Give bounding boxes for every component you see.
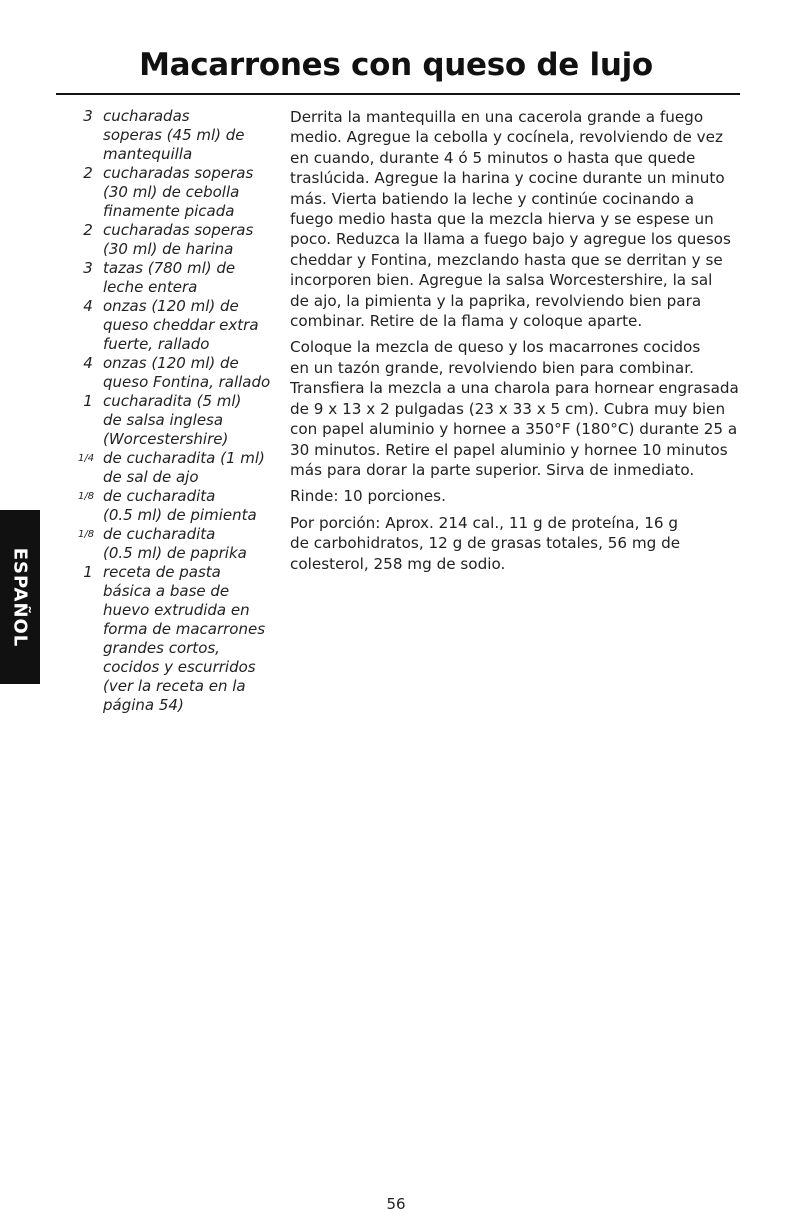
page-number: 56 — [386, 1195, 406, 1213]
page-title: Macarrones con queso de lujo — [139, 47, 653, 83]
ingredient-text: cucharadas soperas (45 ml) de mantequilla — [103, 107, 245, 163]
ingredient-text: tazas (780 ml) de leche entera — [103, 259, 236, 296]
ingredient-item — [76, 164, 276, 221]
ingredient-item — [76, 354, 276, 392]
ingredient-quantity: 3 — [83, 107, 93, 125]
ingredient-item — [76, 525, 276, 563]
method-paragraph-baking: Coloque la mezcla de queso y los macarrones cocidos en un tazón grande, revolviendo bien para combinar. Transfiera la mezcla a una charola para hornear engrasada de 9 x 13 x 2 pulgadas (23 x 33 x 5 cm). Cubra muy bien con papel aluminio y hornee a 350°F (180°C) durante 25 a 30 minutos. Retire el papel aluminio y hornee 10 minutos más para dorar la parte superior. Sirva de inmediato. — [290, 338, 739, 479]
ingredient-quantity: 2 — [83, 221, 93, 239]
ingredient-item — [76, 297, 276, 354]
ingredient-quantity: 1/8 — [78, 491, 95, 502]
ingredient-item — [76, 563, 276, 715]
title-divider — [56, 93, 740, 95]
ingredient-quantity: 1/8 — [78, 529, 95, 540]
ingredient-text: cucharadas soperas (30 ml) de cebolla finamente picada — [103, 164, 254, 220]
language-side-tab-label: ESPAÑOL — [9, 547, 31, 647]
method-section — [290, 107, 742, 580]
language-side-tab — [0, 510, 40, 684]
ingredient-item — [76, 259, 276, 297]
ingredient-quantity: 1 — [83, 563, 93, 581]
ingredient-item — [76, 107, 276, 164]
ingredient-text: de cucharadita (0.5 ml) de paprika — [103, 525, 247, 562]
ingredient-item — [76, 221, 276, 259]
ingredient-quantity: 4 — [83, 354, 93, 372]
ingredient-text: de cucharadita (1 ml) de sal de ajo — [103, 449, 265, 486]
ingredient-item — [76, 487, 276, 525]
ingredient-text: cucharadita (5 ml) de salsa inglesa (Worcestershire) — [103, 392, 242, 448]
yield-text: Rinde: 10 porciones. — [290, 487, 446, 506]
ingredient-quantity: 1 — [83, 392, 93, 410]
nutrition-text: Por porción: Aprox. 214 cal., 11 g de proteína, 16 g de carbohidratos, 12 g de grasas totales, 56 mg de colesterol, 258 mg de sodio. — [290, 513, 681, 573]
ingredient-text: onzas (120 ml) de queso cheddar extra fuerte, rallado — [103, 297, 259, 353]
ingredient-text: receta de pasta básica a base de huevo extrudida en forma de macarrones grandes cortos, cocidos y escurridos (ver la receta en la página 54) — [103, 563, 266, 714]
ingredient-text: de cucharadita (0.5 ml) de pimienta — [103, 487, 257, 524]
ingredient-text: cucharadas soperas (30 ml) de harina — [103, 221, 254, 258]
ingredient-item — [76, 392, 276, 449]
ingredient-quantity: 4 — [83, 297, 93, 315]
ingredient-text: onzas (120 ml) de queso Fontina, rallado — [103, 354, 271, 391]
ingredient-quantity: 3 — [83, 259, 93, 277]
ingredient-list — [76, 107, 276, 715]
ingredient-quantity: 2 — [83, 164, 93, 182]
ingredient-quantity: 1/4 — [78, 453, 95, 464]
method-paragraph-preparation: Derrita la mantequilla en una cacerola grande a fuego medio. Agregue la cebolla y cocínela, revolviendo de vez en cuando, durante 4 ó 5 minutos o hasta que quede traslúcida. Agregue la harina y cocine durante un minuto más. Vierta batiendo la leche y continúe cocinando a fuego medio hasta que la mezcla hierva y se espese un poco. Reduzca la llama a fuego bajo y agregue los quesos cheddar y Fontina, mezclando hasta que se derritan y se incorporen bien. Agregue la salsa Worcestershire, la sal de ajo, la pimienta y la paprika, revolviendo bien para combinar. Retire de la flama y coloque aparte. — [290, 108, 731, 331]
ingredient-item — [76, 449, 276, 487]
